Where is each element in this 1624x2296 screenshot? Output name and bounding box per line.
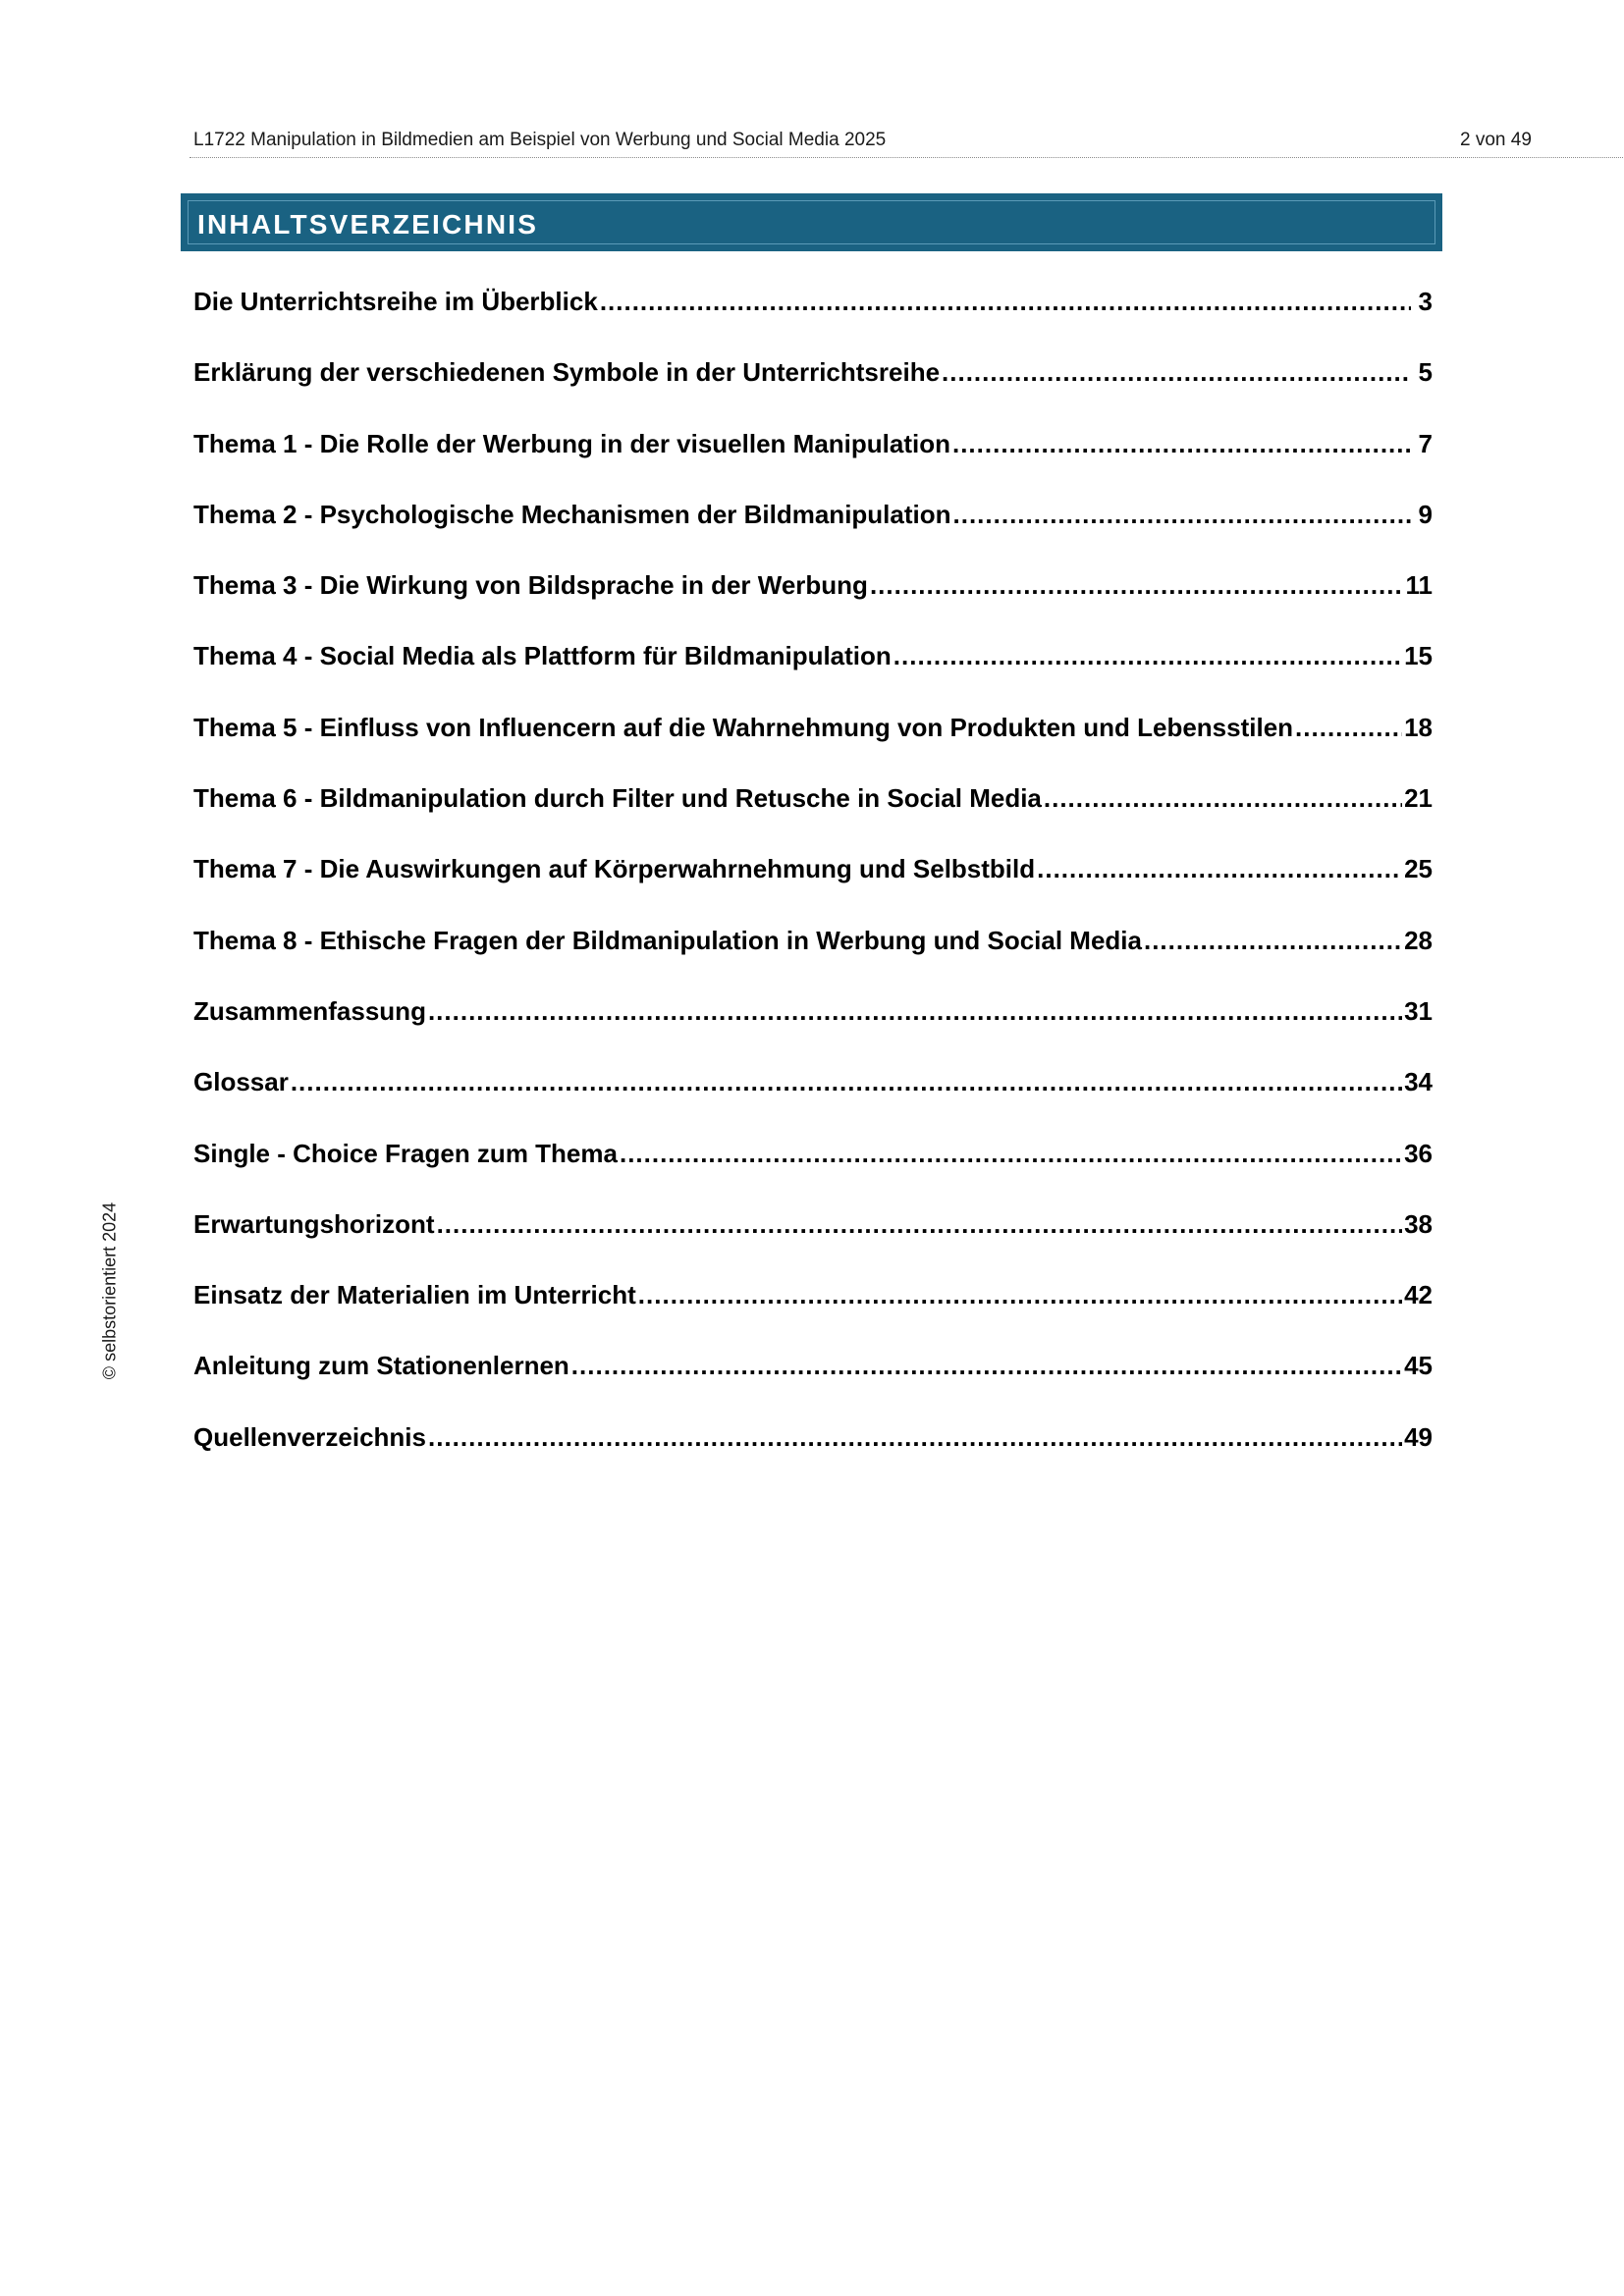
toc-dot-leader [291,1065,1402,1098]
toc-entry-page-number: 5 [1418,357,1433,388]
toc-entry[interactable] [193,639,1433,710]
toc-entry-label: Thema 1 - Die Rolle der Werbung in der visuellen Manipulation [193,428,950,458]
copyright-note: © selbstorientiert 2024 [99,1201,120,1380]
toc-entry-page-number: 9 [1418,499,1433,529]
toc-entry-label: Quellenverzeichnis [193,1421,426,1452]
page-header [189,128,1623,158]
toc-entry-label: Erwartungshorizont [193,1208,435,1239]
toc-entry-page-number: 18 [1404,712,1433,742]
toc-entry-page-number: 31 [1404,995,1433,1026]
toc-entry-label: Thema 7 - Die Auswirkungen auf Körperwahrnehmung und Selbstbild [193,854,1036,884]
toc-dot-leader [942,355,1411,389]
toc-entry[interactable] [193,1349,1433,1419]
toc-entry[interactable] [193,1207,1433,1278]
toc-entry[interactable] [193,498,1433,568]
page-indicator: 2 von 49 [1460,130,1532,150]
toc-entry-label: Thema 4 - Social Media als Plattform für Bildmanipulation [193,641,892,671]
toc-entry-label: Anleitung zum Stationenlernen [193,1351,569,1381]
toc-entry-page-number: 15 [1404,641,1433,671]
toc-dot-leader [571,1349,1402,1382]
toc-dot-leader [893,639,1402,672]
toc-dot-leader [437,1207,1403,1241]
toc-entry-label: Single - Choice Fragen zum Thema [193,1138,618,1168]
toc-entry[interactable] [193,1065,1433,1136]
toc-entry[interactable] [193,781,1433,852]
toc-entry-page-number: 49 [1404,1421,1433,1452]
toc-entry[interactable] [193,924,1433,994]
toc-heading: INHALTSVERZEICHNIS [197,209,539,240]
toc-entry-page-number: 21 [1404,783,1433,814]
toc-entry-label: Thema 2 - Psychologische Mechanismen der Bildmanipulation [193,499,951,529]
toc-entry-label: Erklärung der verschiedenen Symbole in der Unterrichtsreihe [193,357,941,388]
toc-entry-label: Einsatz der Materialien im Unterricht [193,1280,636,1310]
toc-entry-label: Glossar [193,1067,289,1097]
toc-entry-page-number: 11 [1405,570,1433,601]
toc-entry[interactable] [193,1420,1433,1491]
toc-entry[interactable] [193,427,1433,498]
toc-entry-page-number: 36 [1404,1138,1433,1168]
toc-dot-leader [1044,781,1402,815]
toc-entry-label: Zusammenfassung [193,995,426,1026]
toc-entry-page-number: 7 [1418,428,1433,458]
toc-dot-leader [428,994,1402,1028]
toc-dot-leader [1037,852,1402,885]
document-title: L1722 Manipulation in Bildmedien am Beispiel von Werbung und Social Media 2025 [193,130,887,150]
toc-dot-leader [620,1137,1402,1170]
toc-dot-leader [952,427,1411,460]
toc-entry-page-number: 34 [1404,1067,1433,1097]
toc-entry[interactable] [193,568,1433,639]
toc-entry-label: Thema 8 - Ethische Fragen der Bildmanipulation in Werbung und Social Media [193,925,1142,955]
toc-entry[interactable] [193,1137,1433,1207]
toc-entry-page-number: 28 [1404,925,1433,955]
toc-dot-leader [600,285,1411,318]
toc-entry-label: Thema 6 - Bildmanipulation durch Filter und Retusche in Social Media [193,783,1042,814]
toc-entry-page-number: 45 [1404,1351,1433,1381]
toc-heading-banner [181,193,1442,251]
toc-entry[interactable] [193,1278,1433,1349]
toc-entry[interactable] [193,711,1433,781]
toc-entry-page-number: 3 [1418,287,1433,316]
toc-entry-page-number: 25 [1404,854,1433,884]
toc-entry[interactable] [193,852,1433,923]
toc-dot-leader [638,1278,1402,1311]
toc-entry-label: Thema 3 - Die Wirkung von Bildsprache in der Werbung [193,570,868,601]
toc-dot-leader [428,1420,1402,1454]
toc-dot-leader [870,568,1404,602]
toc-dot-leader [953,498,1411,531]
toc-entry-label: Thema 5 - Einfluss von Influencern auf die Wahrnehmung von Produkten und Lebensstilen [193,712,1294,742]
toc-entry-page-number: 42 [1404,1280,1433,1310]
toc-entry[interactable] [193,285,1433,355]
toc-entry-page-number: 38 [1404,1208,1433,1239]
toc-entry[interactable] [193,994,1433,1065]
toc-dot-leader [1295,711,1402,744]
toc-entry-label: Die Unterrichtsreihe im Überblick [193,287,598,316]
table-of-contents [193,285,1433,1491]
toc-dot-leader [1144,924,1402,957]
toc-entry[interactable] [193,355,1433,426]
